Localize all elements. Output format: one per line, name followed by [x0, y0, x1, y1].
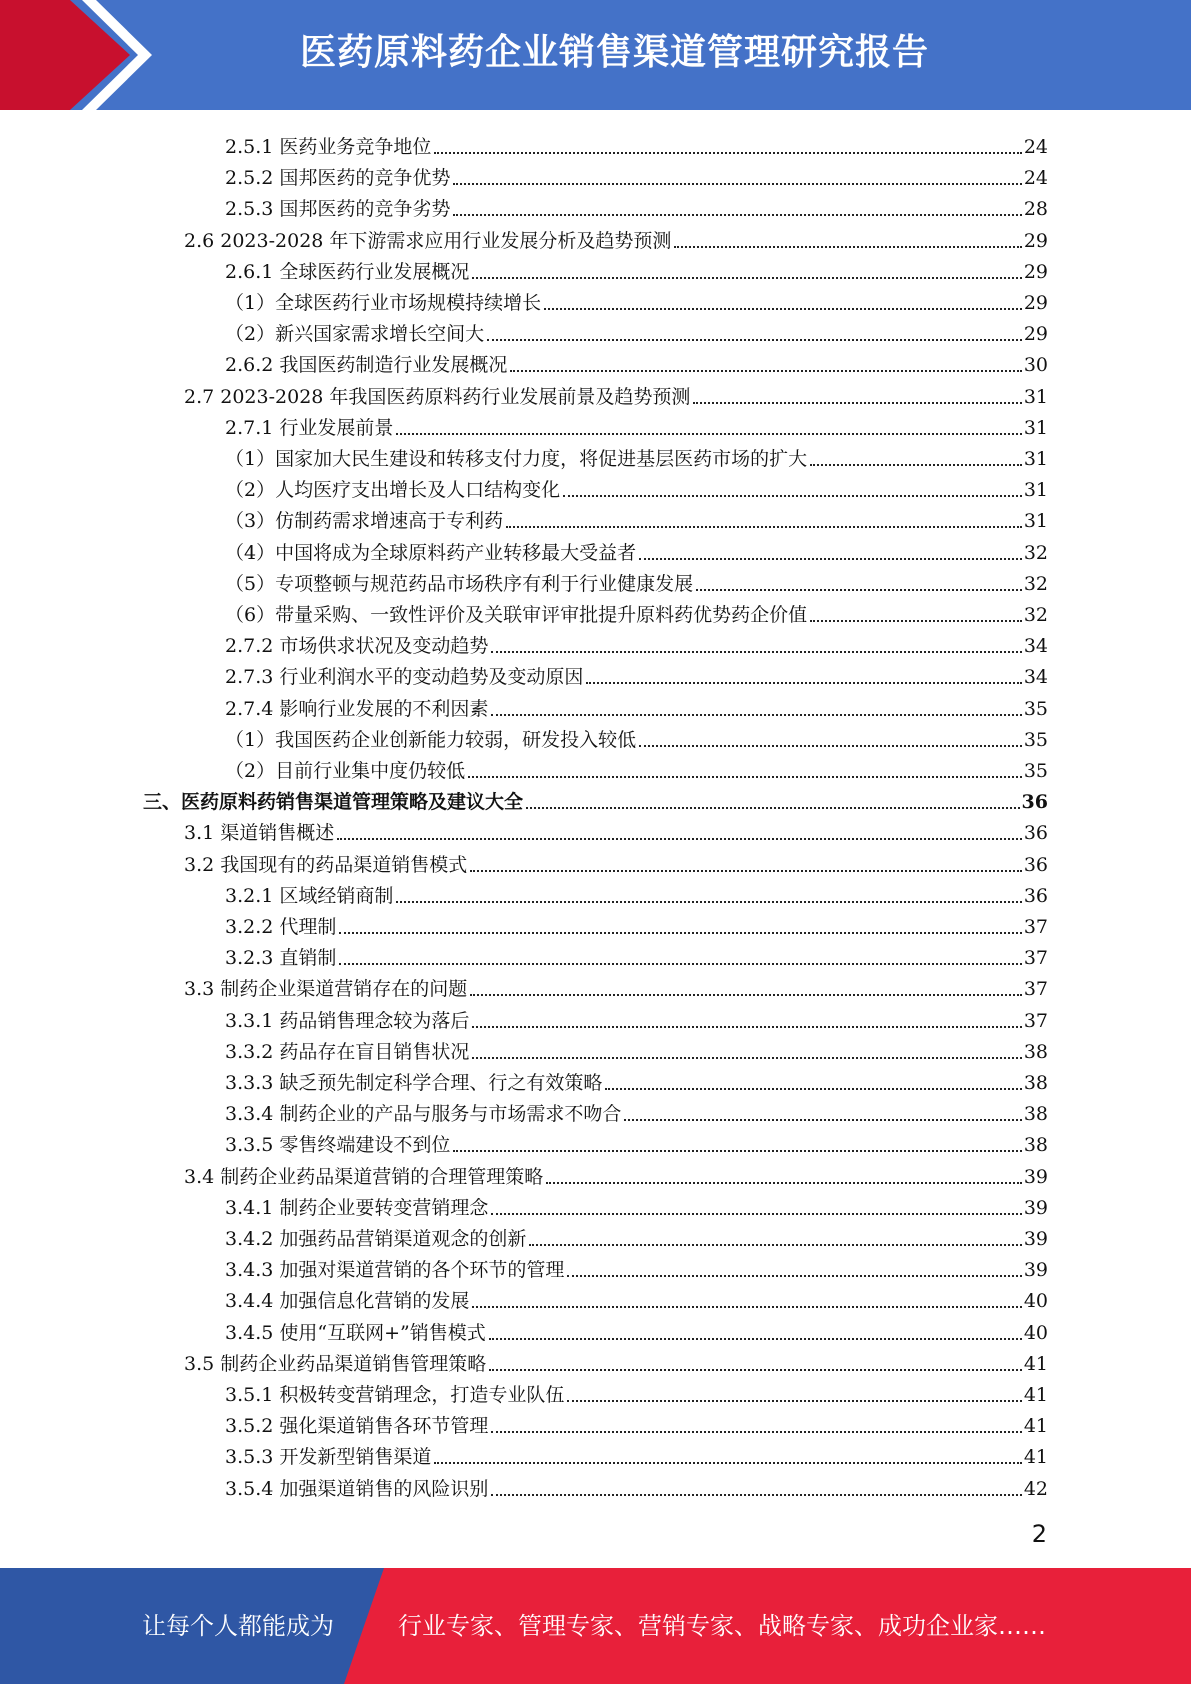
header-arrow-decoration [0, 0, 170, 110]
toc-entry-title: 3.2.3 直销制 [225, 947, 337, 970]
toc-entry-title: （5）专项整顿与规范药品市场秩序有利于行业健康发展 [225, 572, 694, 595]
toc-entry-page: 30 [1023, 354, 1048, 377]
toc-dot-leader [468, 776, 1022, 778]
toc-entry[interactable] [225, 751, 1048, 782]
toc-dot-leader [491, 1431, 1021, 1433]
header-banner [0, 0, 1191, 110]
toc-dot-leader [472, 1026, 1021, 1028]
toc-dot-leader [693, 402, 1021, 404]
toc-entry[interactable] [225, 689, 1048, 720]
toc-entry-title: 3.4.4 加强信息化营销的发展 [225, 1290, 470, 1313]
toc-entry[interactable] [225, 1219, 1048, 1250]
toc-dot-leader [472, 1306, 1021, 1308]
toc-dot-leader [510, 370, 1021, 372]
toc-entry-page: 31 [1023, 510, 1048, 533]
toc-entry-title: 2.7.2 市场供求状况及变动趋势 [225, 635, 489, 658]
toc-entry-title: 3.1 渠道销售概述 [184, 822, 335, 845]
toc-dot-leader [544, 308, 1022, 310]
toc-entry[interactable] [225, 657, 1048, 688]
toc-entry-page: 35 [1023, 760, 1048, 782]
toc-dot-leader [396, 433, 1021, 435]
toc-entry-page: 39 [1023, 1165, 1048, 1188]
toc-entry-title: （2）人均医疗支出增长及人口结构变化 [225, 479, 561, 502]
toc-entry[interactable] [143, 782, 1048, 813]
toc-entry-page: 32 [1023, 541, 1048, 564]
toc-entry-title: （2）新兴国家需求增长空间大 [225, 323, 485, 346]
toc-entry-page: 35 [1023, 697, 1048, 720]
toc-dot-leader [506, 526, 1022, 528]
toc-entry-title: （6）带量采购、一致性评价及关联审评审批提升原料药优势药企价值 [225, 604, 808, 626]
toc-entry-title: 2.6.2 我国医药制造行业发展概况 [225, 354, 508, 377]
toc-dot-leader [396, 901, 1021, 903]
toc-entry-page: 40 [1023, 1321, 1048, 1344]
toc-entry-page: 42 [1023, 1477, 1048, 1500]
toc-dot-leader [567, 1275, 1021, 1277]
toc-entry[interactable] [225, 595, 1048, 626]
toc-entry-title: 3.3.4 制药企业的产品与服务与市场需求不吻合 [225, 1103, 622, 1126]
toc-dot-leader [339, 963, 1021, 965]
toc-entry[interactable] [225, 626, 1048, 657]
toc-entry-page: 35 [1023, 728, 1048, 751]
toc-entry-page: 32 [1023, 572, 1048, 595]
toc-entry-title: 3.2 我国现有的药品渠道销售模式 [184, 853, 468, 876]
toc-entry-title: 3.5.4 加强渠道销售的风险识别 [225, 1477, 489, 1500]
toc-entry-page: 31 [1023, 448, 1048, 470]
footer-banner [0, 1568, 1191, 1684]
toc-entry-title: 3.5.2 强化渠道销售各环节管理 [225, 1415, 489, 1438]
toc-entry[interactable] [225, 1188, 1048, 1219]
toc-dot-leader [546, 1182, 1022, 1184]
toc-entry[interactable] [184, 969, 1048, 1000]
toc-entry-page: 39 [1023, 1228, 1048, 1250]
toc-entry-page: 32 [1023, 604, 1048, 626]
toc-entry[interactable] [184, 1157, 1048, 1188]
toc-entry-page: 31 [1023, 479, 1048, 502]
toc-entry-page: 37 [1023, 916, 1048, 938]
toc-entry-page: 38 [1023, 1072, 1048, 1094]
toc-dot-leader [639, 745, 1022, 747]
toc-entry[interactable] [225, 1437, 1048, 1468]
toc-dot-leader [674, 246, 1021, 248]
toc-entry-title: 2.5.3 国邦医药的竞争劣势 [225, 198, 451, 221]
toc-dot-leader [489, 1369, 1022, 1371]
toc-entry-page: 37 [1023, 1009, 1048, 1032]
toc-entry[interactable] [225, 189, 1048, 220]
toc-entry-page: 29 [1023, 260, 1048, 283]
toc-entry-title: 3.4.3 加强对渠道营销的各个环节的管理 [225, 1259, 565, 1282]
toc-entry[interactable] [225, 1063, 1048, 1094]
toc-entry[interactable] [184, 1344, 1048, 1375]
toc-entry[interactable] [225, 408, 1048, 439]
toc-entry[interactable] [225, 1313, 1048, 1344]
toc-entry-title: 2.7.3 行业利润水平的变动趋势及变动原因 [225, 666, 584, 689]
toc-dot-leader [586, 682, 1021, 684]
toc-entry-page: 41 [1023, 1446, 1048, 1469]
toc-dot-leader [639, 558, 1022, 560]
toc-entry-title: 3.5.1 积极转变营销理念，打造专业队伍 [225, 1384, 565, 1406]
toc-entry[interactable] [184, 813, 1048, 844]
toc-entry-title: （2）目前行业集中度仍较低 [225, 760, 466, 782]
toc-dot-leader [470, 994, 1022, 996]
toc-entry[interactable] [225, 533, 1048, 564]
toc-entry[interactable] [225, 938, 1048, 969]
toc-entry[interactable] [225, 1250, 1048, 1281]
toc-entry-title: 3.3.3 缺乏预先制定科学合理、行之有效策略 [225, 1072, 603, 1094]
toc-entry-title: 3.4 制药企业药品渠道营销的合理管理策略 [184, 1165, 544, 1188]
toc-dot-leader [453, 1150, 1021, 1152]
toc-entry-title: 2.5.1 医药业务竞争地位 [225, 136, 432, 158]
toc-entry-title: 2.6 2023-2028 年下游需求应用行业发展分析及趋势预测 [184, 229, 672, 252]
toc-entry-page: 39 [1023, 1259, 1048, 1282]
toc-entry-title: （1）国家加大民生建设和转移支付力度，将促进基层医药市场的扩大 [225, 448, 808, 470]
toc-entry-page: 36 [1023, 853, 1048, 876]
toc-dot-leader [529, 1244, 1021, 1246]
toc-dot-leader [472, 277, 1021, 279]
toc-entry-title: 3.3.1 药品销售理念较为落后 [225, 1009, 470, 1032]
toc-dot-leader [567, 1400, 1021, 1402]
toc-entry-page: 28 [1023, 198, 1048, 221]
toc-entry-page: 36 [1023, 822, 1048, 845]
toc-entry-title: 3.2.2 代理制 [225, 916, 337, 938]
footer-slogan-right: 行业专家、管理专家、营销专家、战略专家、成功企业家…… [398, 1612, 1046, 1640]
toc-dot-leader [624, 1119, 1021, 1121]
toc-dot-leader [489, 1338, 1022, 1340]
toc-entry[interactable] [225, 470, 1048, 501]
toc-entry[interactable] [225, 720, 1048, 751]
toc-entry[interactable] [225, 158, 1048, 189]
toc-entry[interactable] [225, 439, 1048, 470]
toc-dot-leader [810, 620, 1022, 622]
toc-entry[interactable] [225, 1281, 1048, 1312]
toc-entry-page: 34 [1023, 666, 1048, 689]
toc-dot-leader [696, 589, 1022, 591]
toc-entry-page: 41 [1023, 1415, 1048, 1438]
toc-entry-title: 2.7 2023-2028 年我国医药原料药行业发展前景及趋势预测 [184, 385, 691, 408]
toc-entry[interactable] [225, 1032, 1048, 1063]
toc-entry-title: 2.6.1 全球医药行业发展概况 [225, 260, 470, 283]
toc-entry-page: 34 [1023, 635, 1048, 658]
toc-entry[interactable] [225, 1125, 1048, 1156]
toc-dot-leader [526, 807, 1020, 809]
toc-dot-leader [563, 495, 1022, 497]
toc-entry-title: 3.2.1 区域经销商制 [225, 884, 394, 907]
toc-entry[interactable] [225, 1094, 1048, 1125]
toc-entry-page: 24 [1023, 167, 1048, 190]
toc-entry-page: 41 [1023, 1352, 1048, 1375]
toc-dot-leader [487, 339, 1022, 341]
toc-entry-page: 29 [1023, 292, 1048, 314]
toc-dot-leader [434, 1462, 1021, 1464]
toc-entry[interactable] [225, 907, 1048, 938]
toc-entry-page: 37 [1023, 978, 1048, 1001]
toc-entry-title: 3.3 制药企业渠道营销存在的问题 [184, 978, 468, 1001]
toc-entry[interactable] [225, 501, 1048, 532]
toc-entry-title: 3.4.1 制药企业要转变营销理念 [225, 1196, 489, 1219]
toc-entry[interactable] [225, 1469, 1048, 1500]
toc-entry[interactable] [225, 876, 1048, 907]
toc-entry[interactable] [225, 252, 1048, 283]
toc-dot-leader [605, 1088, 1021, 1090]
toc-entry-page: 40 [1023, 1290, 1048, 1313]
toc-entry-page: 38 [1023, 1040, 1048, 1063]
toc-entry-title: 3.3.5 零售终端建设不到位 [225, 1134, 451, 1157]
toc-entry-title: 3.3.2 药品存在盲目销售状况 [225, 1040, 470, 1063]
toc-entry[interactable] [225, 345, 1048, 376]
toc-entry-page: 38 [1023, 1134, 1048, 1157]
footer-slogan-left: 让每个人都能成为 [142, 1612, 334, 1640]
toc-dot-leader [453, 183, 1021, 185]
toc-entry-page: 24 [1023, 136, 1048, 158]
toc-entry-title: 3.5 制药企业药品渠道销售管理策略 [184, 1352, 487, 1375]
toc-entry-page: 36 [1023, 884, 1048, 907]
toc-entry[interactable] [225, 314, 1048, 345]
toc-entry-page: 29 [1023, 229, 1048, 252]
toc-dot-leader [810, 464, 1022, 466]
toc-entry[interactable] [225, 283, 1048, 314]
toc-entry[interactable] [225, 1406, 1048, 1437]
toc-entry-page: 37 [1023, 947, 1048, 970]
toc-entry[interactable] [184, 221, 1048, 252]
toc-entry-title: （4）中国将成为全球原料药产业转移最大受益者 [225, 541, 637, 564]
toc-entry[interactable] [225, 127, 1048, 158]
toc-entry-title: （1）我国医药企业创新能力较弱，研发投入较低 [225, 728, 637, 751]
toc-entry-title: （3）仿制药需求增速高于专利药 [225, 510, 504, 533]
page-number: 2 [1031, 1520, 1047, 1548]
toc-entry-title: 2.7.1 行业发展前景 [225, 416, 394, 439]
toc-entry-title: 3.4.5 使用“互联网+”销售模式 [225, 1321, 486, 1344]
report-title: 医药原料药企业销售渠道管理研究报告 [300, 32, 930, 73]
toc-dot-leader [491, 651, 1021, 653]
toc-entry[interactable] [184, 377, 1048, 408]
toc-entry-page: 39 [1023, 1196, 1048, 1219]
toc-dot-leader [491, 1213, 1021, 1215]
toc-entry[interactable] [225, 564, 1048, 595]
toc-entry-page: 36 [1021, 791, 1048, 814]
toc-dot-leader [434, 152, 1021, 154]
toc-entry[interactable] [184, 845, 1048, 876]
toc-dot-leader [491, 714, 1021, 716]
toc-entry-title: 3.5.3 开发新型销售渠道 [225, 1446, 432, 1469]
toc-dot-leader [337, 838, 1022, 840]
toc-entry-page: 38 [1023, 1103, 1048, 1126]
toc-dot-leader [339, 932, 1021, 934]
toc-entry-page: 31 [1023, 416, 1048, 439]
toc-dot-leader [453, 214, 1021, 216]
toc-entry-page: 31 [1023, 385, 1048, 408]
toc-entry-page: 41 [1023, 1384, 1048, 1406]
toc-dot-leader [472, 1057, 1021, 1059]
toc-dot-leader [491, 1494, 1021, 1496]
toc-entry-title: （1）全球医药行业市场规模持续增长 [225, 292, 542, 314]
toc-entry-page: 29 [1023, 323, 1048, 346]
toc-entry[interactable] [225, 1001, 1048, 1032]
toc-entry[interactable] [225, 1375, 1048, 1406]
toc-entry-title: 2.5.2 国邦医药的竞争优势 [225, 167, 451, 190]
toc-entry-title: 2.7.4 影响行业发展的不利因素 [225, 697, 489, 720]
toc-entry-title: 三、医药原料药销售渠道管理策略及建议大全 [143, 791, 524, 814]
toc-entry-title: 3.4.2 加强药品营销渠道观念的创新 [225, 1228, 527, 1250]
toc-dot-leader [470, 870, 1022, 872]
